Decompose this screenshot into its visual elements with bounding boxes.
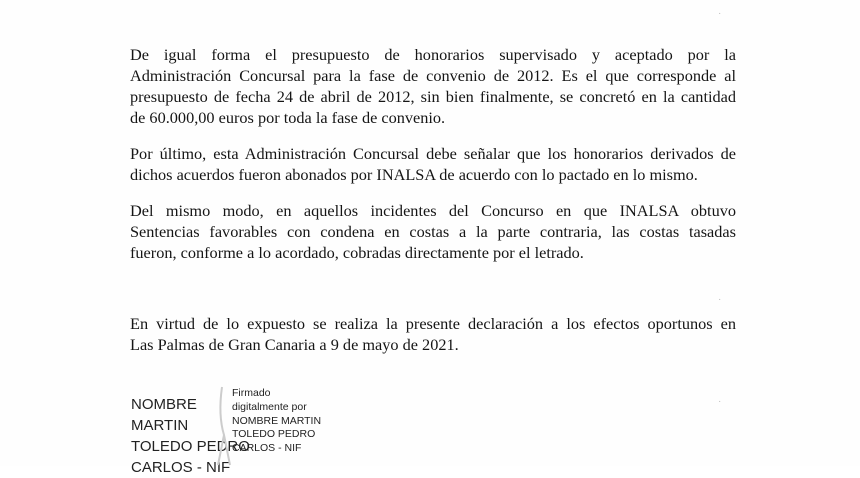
signer-name-line: TOLEDO PEDRO (131, 438, 250, 455)
paragraph-line: Las Palmas de Gran Canaria a 9 de mayo de 2021. (130, 335, 459, 354)
paragraph-line: Sentencias favorables con condena en costas a la parte contraria, las costas tasadas (130, 222, 736, 241)
stamp-line: Firmado (232, 387, 271, 399)
signature-logo-icon (214, 385, 234, 466)
signer-name-line: MARTIN (131, 417, 189, 434)
paragraph-line: dichos acuerdos fueron abonados por INALSA de acuerdo con lo pactado en lo mismo. (130, 165, 698, 184)
paragraph-line: En virtud de lo expuesto se realiza la presente declaración a los efectos oportunos en (130, 314, 736, 333)
stamp-line: TOLEDO PEDRO (232, 428, 316, 440)
paragraph-line: Por último, esta Administración Concursal debe señalar que los honorarios derivados de (130, 144, 736, 163)
stamp-line: digitalmente por (232, 401, 307, 413)
paragraph-line: De igual forma el presupuesto de honorarios supervisado y aceptado por la (130, 45, 736, 64)
paragraph-line: de 60.000,00 euros por toda la fase de convenio. (130, 108, 446, 127)
paragraph-line: presupuesto de fecha 24 de abril de 2012, sin bien finalmente, se concretó en la cantidad (130, 87, 736, 106)
stamp-line: CARLOS - NIF (232, 442, 302, 454)
stamp-line: NOMBRE MARTIN (232, 415, 322, 427)
paragraph-line: Del mismo modo, en aquellos incidentes del Concurso en que INALSA obtuvo (130, 201, 736, 220)
scan-mark: ˙ (718, 12, 722, 23)
scan-mark: ˙ (718, 400, 722, 411)
scan-mark: ˙ (718, 298, 722, 309)
signer-name-line: CARLOS - NIF (131, 459, 231, 476)
paragraph-line: fueron, conforme a lo acordado, cobradas directamente por el letrado. (130, 243, 584, 262)
signer-name-line: NOMBRE (131, 396, 197, 413)
paragraph-line: Administración Concursal para la fase de convenio de 2012. Es el que corresponde al (130, 66, 736, 85)
